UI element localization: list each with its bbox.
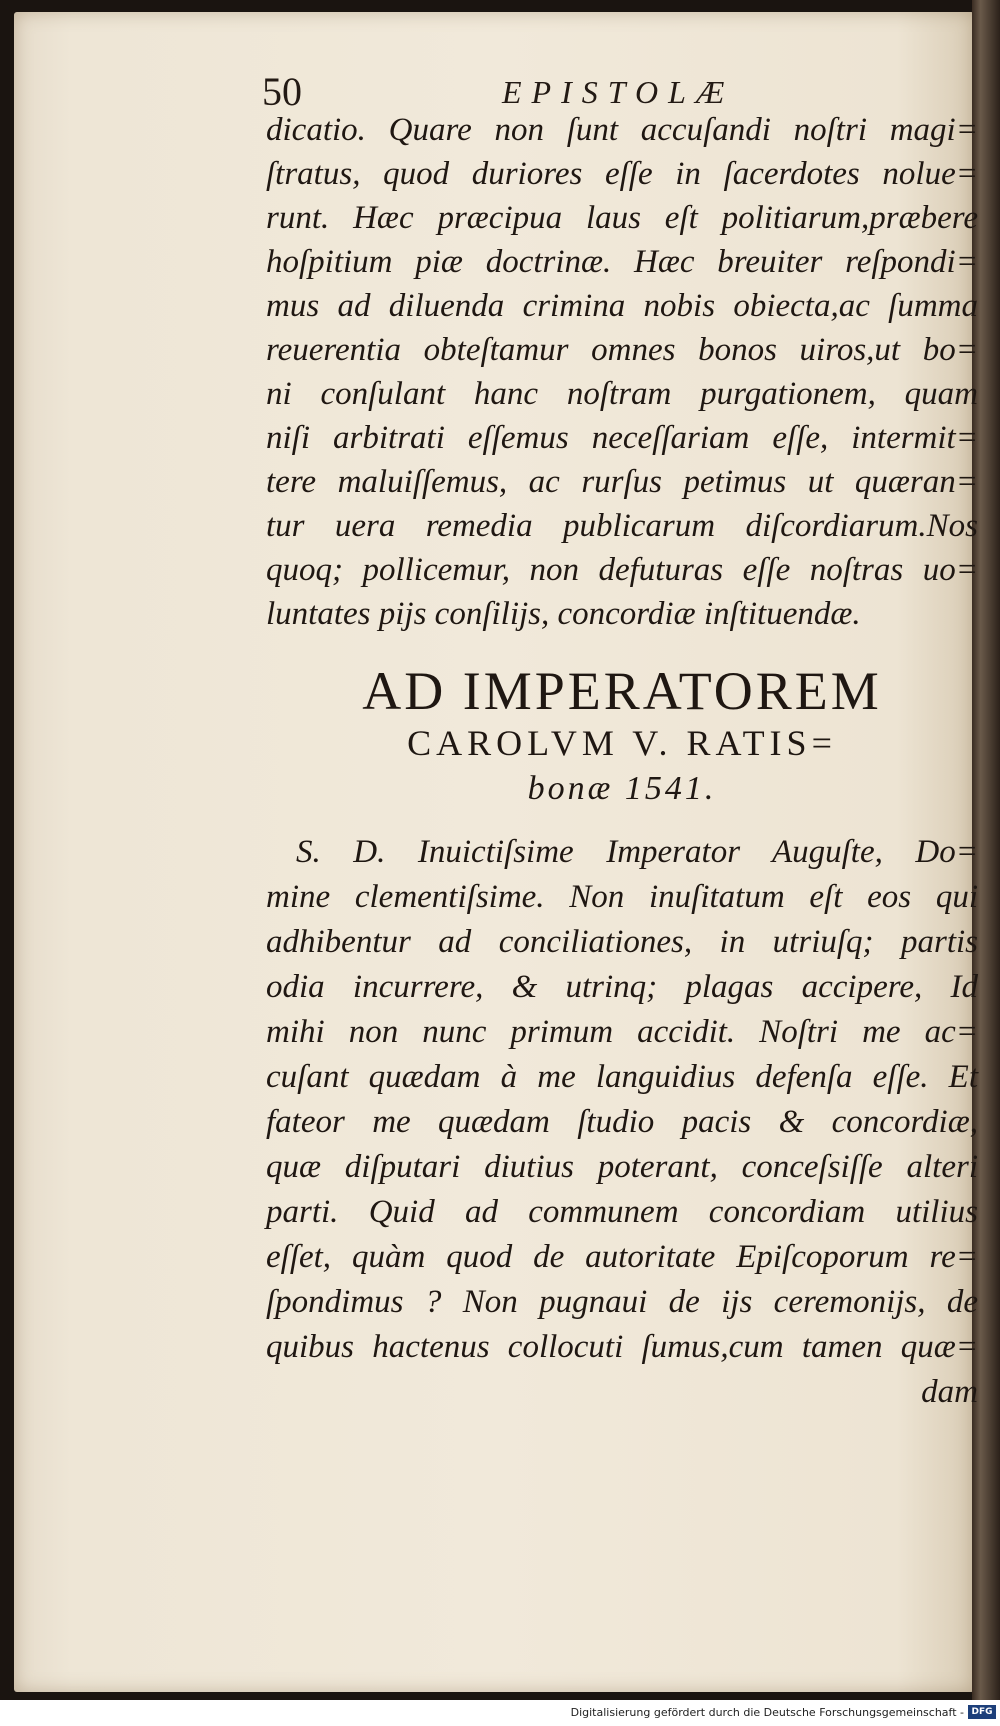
text-line: ſtratus, quod duriores eſſe in ſacerdotes nolue=: [266, 156, 978, 192]
text-line: odia incurrere, & utrinq; plagas accipere, Id: [266, 969, 978, 1005]
text-line: cuſant quædam à me languidius defenſa eſſe. Et: [266, 1059, 978, 1095]
letter-heading-line-2: CAROLVM V. RATIS=: [407, 723, 837, 763]
text-line: tere maluiſſemus, ac rurſus petimus ut quæran=: [266, 464, 978, 500]
letter-heading-line-3: bonæ 1541.: [527, 770, 717, 807]
text-line: tur uera remedia publicarum diſcordiarum.Nos: [266, 508, 978, 544]
text-line: quoq; pollicemur, non defuturas eſſe noſtras uo=: [266, 552, 978, 588]
text-line: quæ diſputari diutius poterant, conceſsiſſe alteri: [266, 1149, 978, 1185]
text-line: ni conſulant hanc noſtram purgationem, quam: [266, 376, 978, 412]
text-line: S. D. Inuictiſsime Imperator Auguſte, Do=: [296, 834, 978, 870]
running-head: EPISTOLÆ: [502, 74, 735, 110]
text-line: eſſet, quàm quod de autoritate Epiſcoporum re=: [266, 1239, 978, 1275]
dfg-logo: DFG: [968, 1705, 996, 1719]
page-number: 50: [262, 69, 302, 114]
text-line: mine clementiſsime. Non inuſitatum eſt eos qui: [266, 879, 978, 915]
text-line: mihi non nunc primum accidit. Noſtri me ac=: [266, 1014, 978, 1050]
text-line: luntates pijs conſilijs, concordiæ inſtituendæ.: [266, 596, 861, 632]
text-line: adhibentur ad conciliationes, in utriuſq; partis: [266, 924, 978, 960]
text-line: runt. Hæc præcipua laus eſt politiarum,præbere: [266, 200, 978, 236]
text-line: parti. Quid ad communem concordiam utilius: [266, 1194, 978, 1230]
text-line: fateor me quædam ſtudio pacis & concordiæ,: [266, 1104, 978, 1140]
text-line: hoſpitium piæ doctrinæ. Hæc breuiter reſpondi=: [266, 244, 978, 280]
text-line: dicatio. Quare non ſunt accuſandi noſtri magi=: [266, 112, 978, 148]
text-line: quibus hactenus collocuti ſumus,cum tamen quæ=: [266, 1329, 978, 1365]
text-line: niſi arbitrati eſſemus neceſſariam eſſe, intermit=: [266, 420, 978, 456]
catchword: dam: [921, 1374, 978, 1410]
text-line: mus ad diluenda crimina nobis obiecta,ac ſumma: [266, 288, 978, 324]
text-line: ſpondimus ? Non pugnaui de ijs ceremonijs, de: [266, 1284, 978, 1320]
letter-heading-line-1: AD IMPERATOREM: [362, 661, 882, 721]
digitization-credit: Digitalisierung gefördert durch die Deutsche Forschungsgemeinschaft -: [570, 1706, 964, 1719]
text-line: reuerentia obteſtamur omnes bonos uiros,ut bo=: [266, 332, 978, 368]
